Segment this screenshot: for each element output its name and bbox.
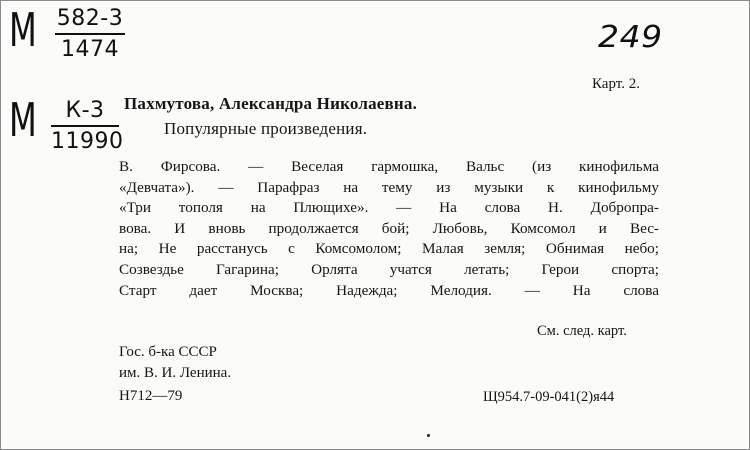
content-paragraph — [119, 157, 659, 301]
see-next-card: См. след. карт. — [537, 323, 627, 339]
fraction-bar — [55, 33, 125, 35]
shelfmark-prefix-2: М — [9, 93, 38, 147]
shelfmark-top-2: К-3 — [65, 98, 105, 123]
content-line: Созвездье Гагарина; Орлята учатся летать; Герои спорта; — [119, 260, 659, 278]
content-line: Старт дает Москва; Надежда; Мелодия. — На слова — [119, 281, 659, 299]
library-name-line-2: им. В. И. Ленина. — [119, 365, 232, 381]
shelfmark-fraction-2 — [51, 98, 124, 154]
content-line: «Девчата»). — Парафраз на тему из музыки к кинофильму — [119, 178, 659, 196]
content-line: «Три тополя на Плющихе». — На слова Н. Добропра- — [119, 199, 659, 217]
ink-speck — [427, 434, 430, 437]
content-line: вова. И вновь продолжается бой; Любовь, Комсомол и Вес- — [119, 219, 659, 237]
shelfmark-fraction-1 — [55, 7, 125, 62]
catalog-code: Щ954.7-09-041(2)я44 — [483, 389, 615, 405]
content-line: В. Фирсова. — Веселая гармошка, Вальс (из кинофильма — [119, 158, 659, 175]
work-title: Популярные произведения. — [164, 119, 368, 138]
library-name: Гос. б-ка СССР — [119, 344, 217, 360]
pencil-number: 249 — [598, 20, 663, 55]
card-number-label: Карт. 2. — [592, 76, 640, 92]
shelfmark-prefix-1: М — [9, 3, 38, 57]
order-code: Н712—79 — [119, 388, 183, 404]
content-line: на; Не расстанусь с Комсомолом; Малая земля; Обнимая небо; — [119, 240, 659, 258]
shelfmark-top-1: 582-3 — [56, 6, 124, 31]
fraction-bar — [51, 125, 119, 127]
shelfmark-bottom-2: 11990 — [51, 129, 124, 154]
shelfmark-bottom-1: 1474 — [61, 37, 119, 62]
author-heading: Пахмутова, Александра Николаевна. — [124, 94, 418, 113]
